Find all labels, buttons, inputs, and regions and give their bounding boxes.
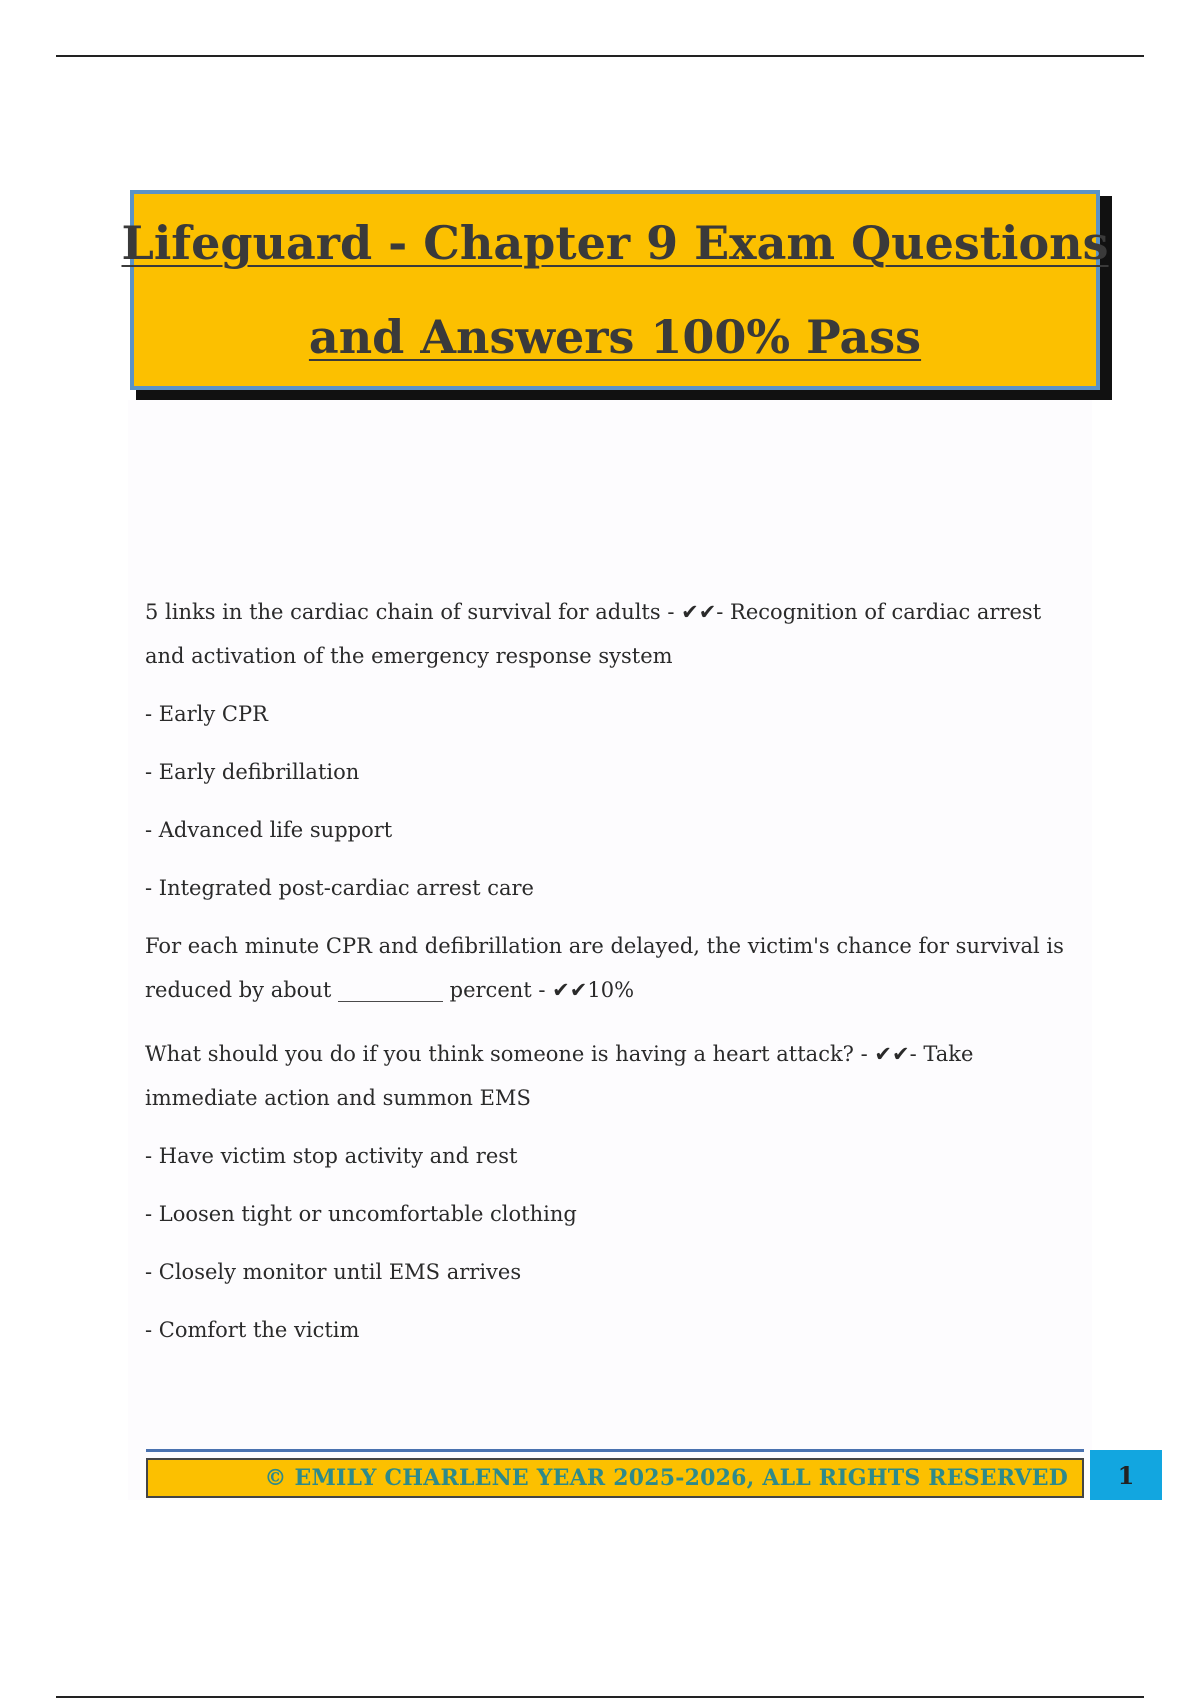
page-number-badge — [1090, 1450, 1162, 1500]
title-banner — [121, 190, 1109, 390]
question-1-line-2: and activation of the emergency response system — [145, 644, 673, 668]
bottom-rule — [56, 1696, 1144, 1698]
top-rule — [56, 55, 1144, 57]
page-number: 1 — [1117, 1460, 1135, 1490]
answer-item: - Early CPR — [145, 702, 268, 726]
answer-item: - Early defibrillation — [145, 760, 360, 784]
question-2-line-2: reduced by about __________ percent - ✔✔10% — [145, 978, 635, 1002]
answer-item: - Integrated post-cardiac arrest care — [145, 876, 534, 900]
footer-banner — [146, 1458, 1084, 1498]
question-3-line-2: immediate action and summon EMS — [145, 1086, 531, 1110]
copyright-text: © EMILY CHARLENE YEAR 2025-2026, ALL RIGHTS RESERVED — [264, 1465, 1068, 1491]
qa-content — [145, 590, 1085, 1352]
title-line-1: Lifeguard - Chapter 9 Exam Questions — [121, 216, 1109, 270]
question-1-line-1: 5 links in the cardiac chain of survival for adults - ✔✔- Recognition of cardiac arrest — [145, 600, 1042, 624]
question-3-line-1: What should you do if you think someone is having a heart attack? - ✔✔- Take — [145, 1042, 974, 1066]
answer-item: - Closely monitor until EMS arrives — [145, 1260, 522, 1284]
answer-item: - Have victim stop activity and rest — [145, 1144, 518, 1168]
answer-item: - Comfort the victim — [145, 1318, 360, 1342]
answer-item: - Loosen tight or uncomfortable clothing — [145, 1202, 577, 1226]
title-line-2: and Answers 100% Pass — [308, 310, 922, 364]
footer-rule — [146, 1449, 1084, 1452]
answer-item: - Advanced life support — [145, 818, 393, 842]
question-2-line-1: For each minute CPR and defibrillation are delayed, the victim's chance for survival is — [145, 934, 1064, 958]
